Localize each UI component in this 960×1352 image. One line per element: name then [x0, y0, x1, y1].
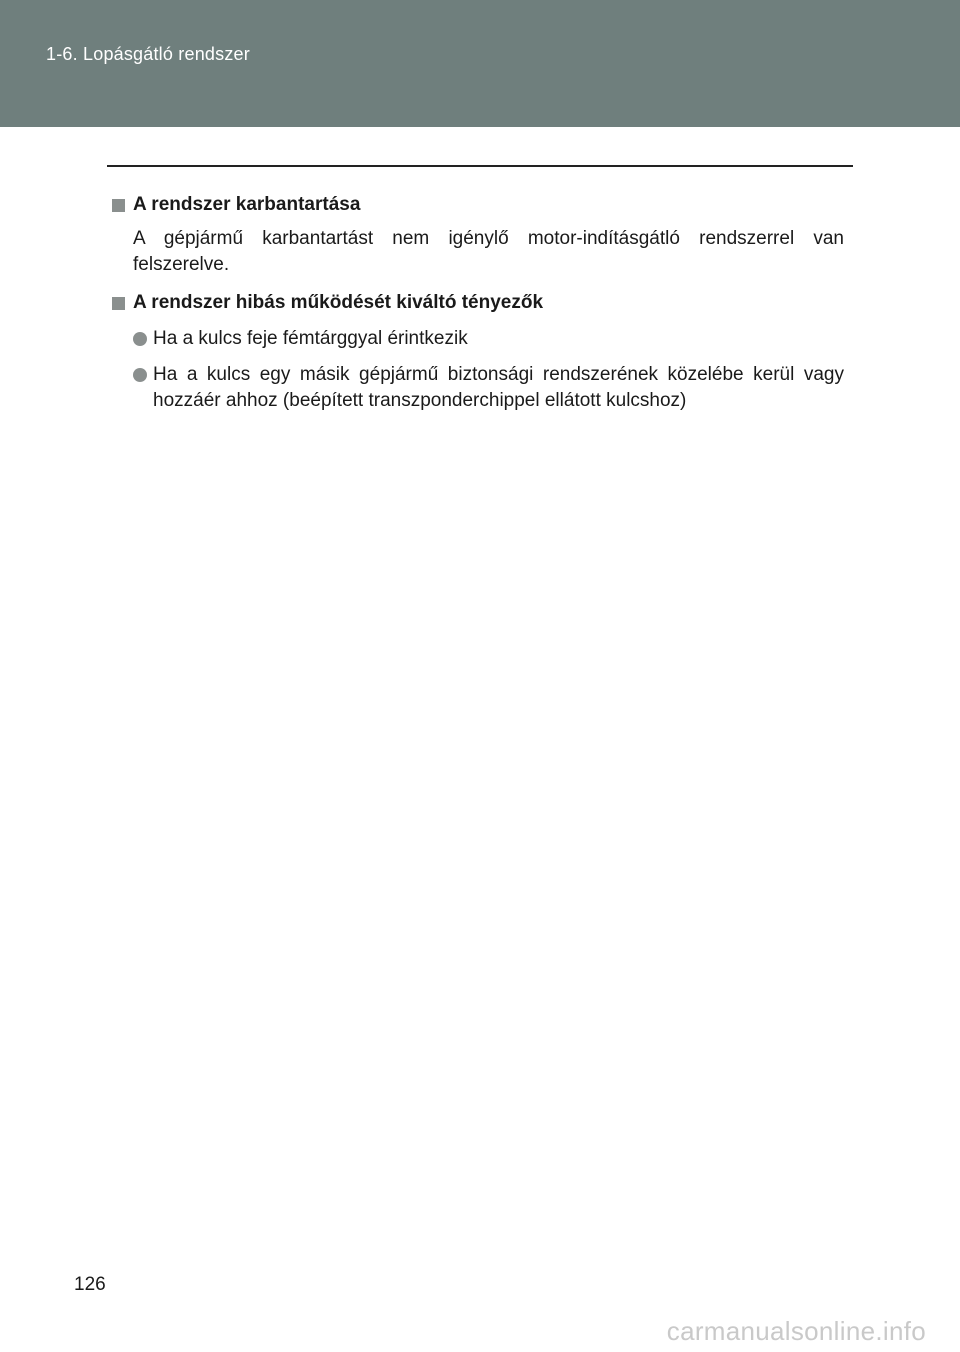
- page-content: [112, 192, 844, 424]
- watermark: carmanualsonline.info: [666, 1316, 926, 1346]
- list-item-text: Ha a kulcs feje fémtárggyal érintkezik: [153, 328, 468, 349]
- section-malfunction-factors: [112, 290, 844, 414]
- circle-bullet-icon: [133, 368, 147, 382]
- list-item: [133, 362, 844, 414]
- bullet-list: [133, 326, 844, 414]
- header-band: [0, 0, 960, 127]
- section-maintenance: [112, 192, 844, 278]
- section-heading-text: A rendszer hibás működését kiváltó tényezők: [133, 292, 544, 313]
- section-body: A gépjármű karbantartást nem igénylő motor-indításgátló rendszerrel van felszerelve.: [133, 228, 844, 275]
- section-divider: [107, 165, 853, 167]
- circle-bullet-icon: [133, 332, 147, 346]
- chapter-title: 1-6. Lopásgátló rendszer: [46, 44, 250, 64]
- section-heading-text: A rendszer karbantartása: [133, 194, 361, 215]
- square-bullet-icon: [112, 199, 125, 212]
- square-bullet-icon: [112, 297, 125, 310]
- list-item: [133, 326, 844, 352]
- list-item-text: Ha a kulcs egy másik gépjármű biztonsági rendszerének közelébe kerül vagy hozzáér ahhoz (beépített transzponderchippel ellátott kulcshoz): [153, 364, 844, 411]
- section-heading: [112, 290, 844, 316]
- page-number: 126: [74, 1274, 106, 1295]
- section-heading: [112, 192, 844, 218]
